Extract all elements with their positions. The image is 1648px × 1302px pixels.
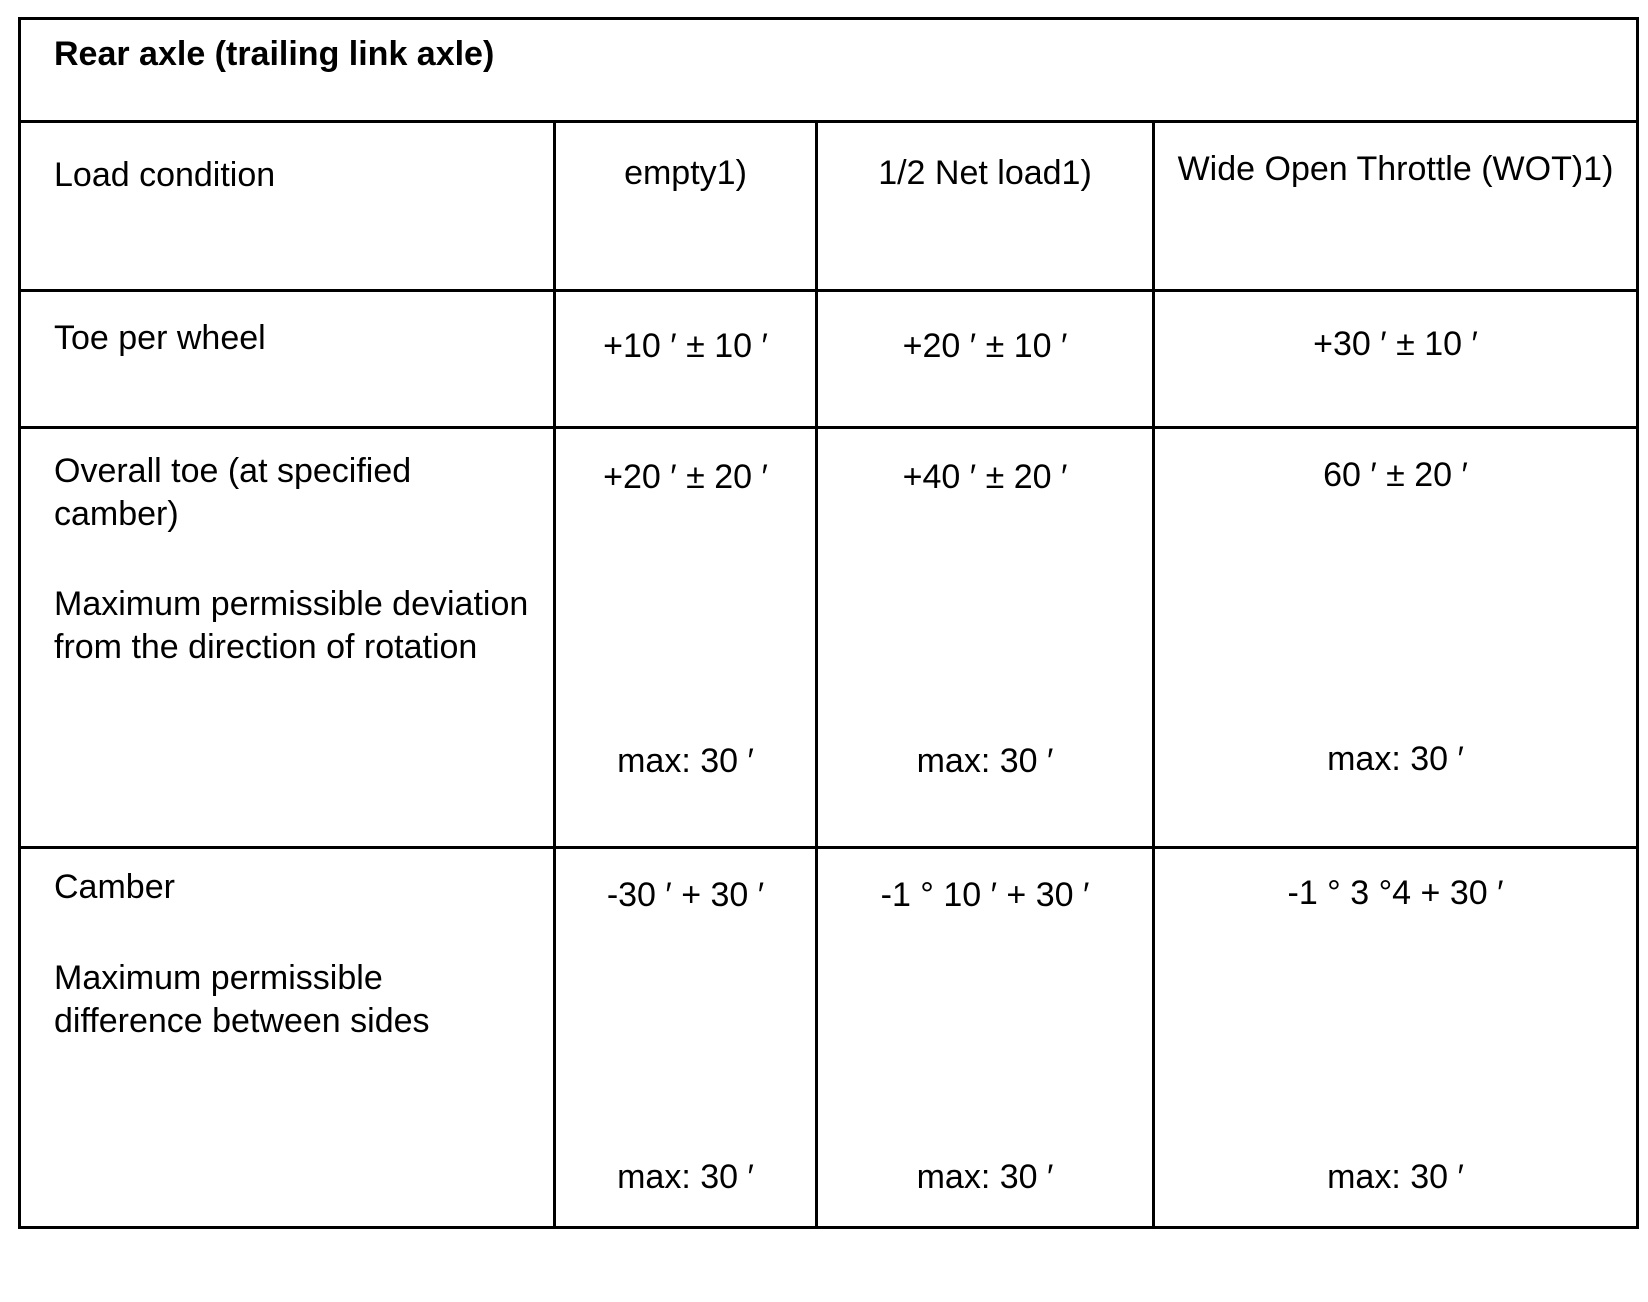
overall-toe-max-empty: max: 30 ′ <box>617 742 754 780</box>
toe-per-wheel-label-cell <box>20 291 555 428</box>
camber-value-empty: -30 ′ + 30 ′ <box>606 876 765 914</box>
title-row <box>20 19 1638 122</box>
overall-toe-note-2: from the direction of rotation <box>54 628 478 666</box>
camber-label: Camber <box>54 868 175 906</box>
camber-max-wot: max: 30 ′ <box>1327 1158 1464 1196</box>
camber-note-2: difference between sides <box>54 1002 430 1040</box>
value-cell <box>1154 848 1638 1228</box>
overall-toe-row <box>20 428 1638 848</box>
value-cell <box>555 291 817 428</box>
header-col-label: 1/2 Net load1) <box>878 154 1092 192</box>
header-label: Load condition <box>54 156 276 194</box>
camber-label-cell <box>20 848 555 1228</box>
rear-axle-spec-table <box>18 17 1639 1229</box>
value-cell <box>817 428 1154 848</box>
overall-toe-label-2: camber) <box>54 495 179 533</box>
camber-row <box>20 848 1638 1228</box>
header-col-wot <box>1154 122 1638 291</box>
value-cell <box>817 291 1154 428</box>
camber-value-wot: -1 ° 3 °4 + 30 ′ <box>1287 874 1504 912</box>
header-col-half-load <box>817 122 1154 291</box>
overall-toe-label-cell <box>20 428 555 848</box>
camber-max-empty: max: 30 ′ <box>617 1158 754 1196</box>
toe-value-half-load: +20 ′ ± 10 ′ <box>902 327 1068 365</box>
toe-per-wheel-label: Toe per wheel <box>54 319 266 357</box>
header-col-label: Wide Open Throttle (WOT)1) <box>1177 150 1614 188</box>
overall-toe-note: Maximum permissible deviation <box>54 585 529 623</box>
overall-toe-value-half-load: +40 ′ ± 20 ′ <box>902 458 1068 496</box>
camber-max-half-load: max: 30 ′ <box>916 1158 1054 1196</box>
value-cell <box>555 848 817 1228</box>
header-row <box>20 122 1638 291</box>
value-cell <box>1154 428 1638 848</box>
header-col-label: empty1) <box>624 154 747 192</box>
overall-toe-max-half-load: max: 30 ′ <box>916 742 1054 780</box>
overall-toe-max-wot: max: 30 ′ <box>1327 740 1464 778</box>
header-col-empty <box>555 122 817 291</box>
toe-value-empty: +10 ′ ± 10 ′ <box>603 327 768 365</box>
overall-toe-value-empty: +20 ′ ± 20 ′ <box>603 458 768 496</box>
title-cell <box>20 19 1638 122</box>
overall-toe-label: Overall toe (at specified <box>54 452 412 490</box>
toe-per-wheel-row <box>20 291 1638 428</box>
overall-toe-value-wot: 60 ′ ± 20 ′ <box>1323 456 1468 494</box>
value-cell <box>555 428 817 848</box>
camber-value-half-load: -1 ° 10 ′ + 30 ′ <box>880 876 1090 914</box>
toe-value-wot: +30 ′ ± 10 ′ <box>1313 325 1478 363</box>
header-label-cell <box>20 122 555 291</box>
table-title: Rear axle (trailing link axle) <box>54 35 495 73</box>
value-cell <box>1154 291 1638 428</box>
camber-note: Maximum permissible <box>54 959 383 997</box>
value-cell <box>817 848 1154 1228</box>
